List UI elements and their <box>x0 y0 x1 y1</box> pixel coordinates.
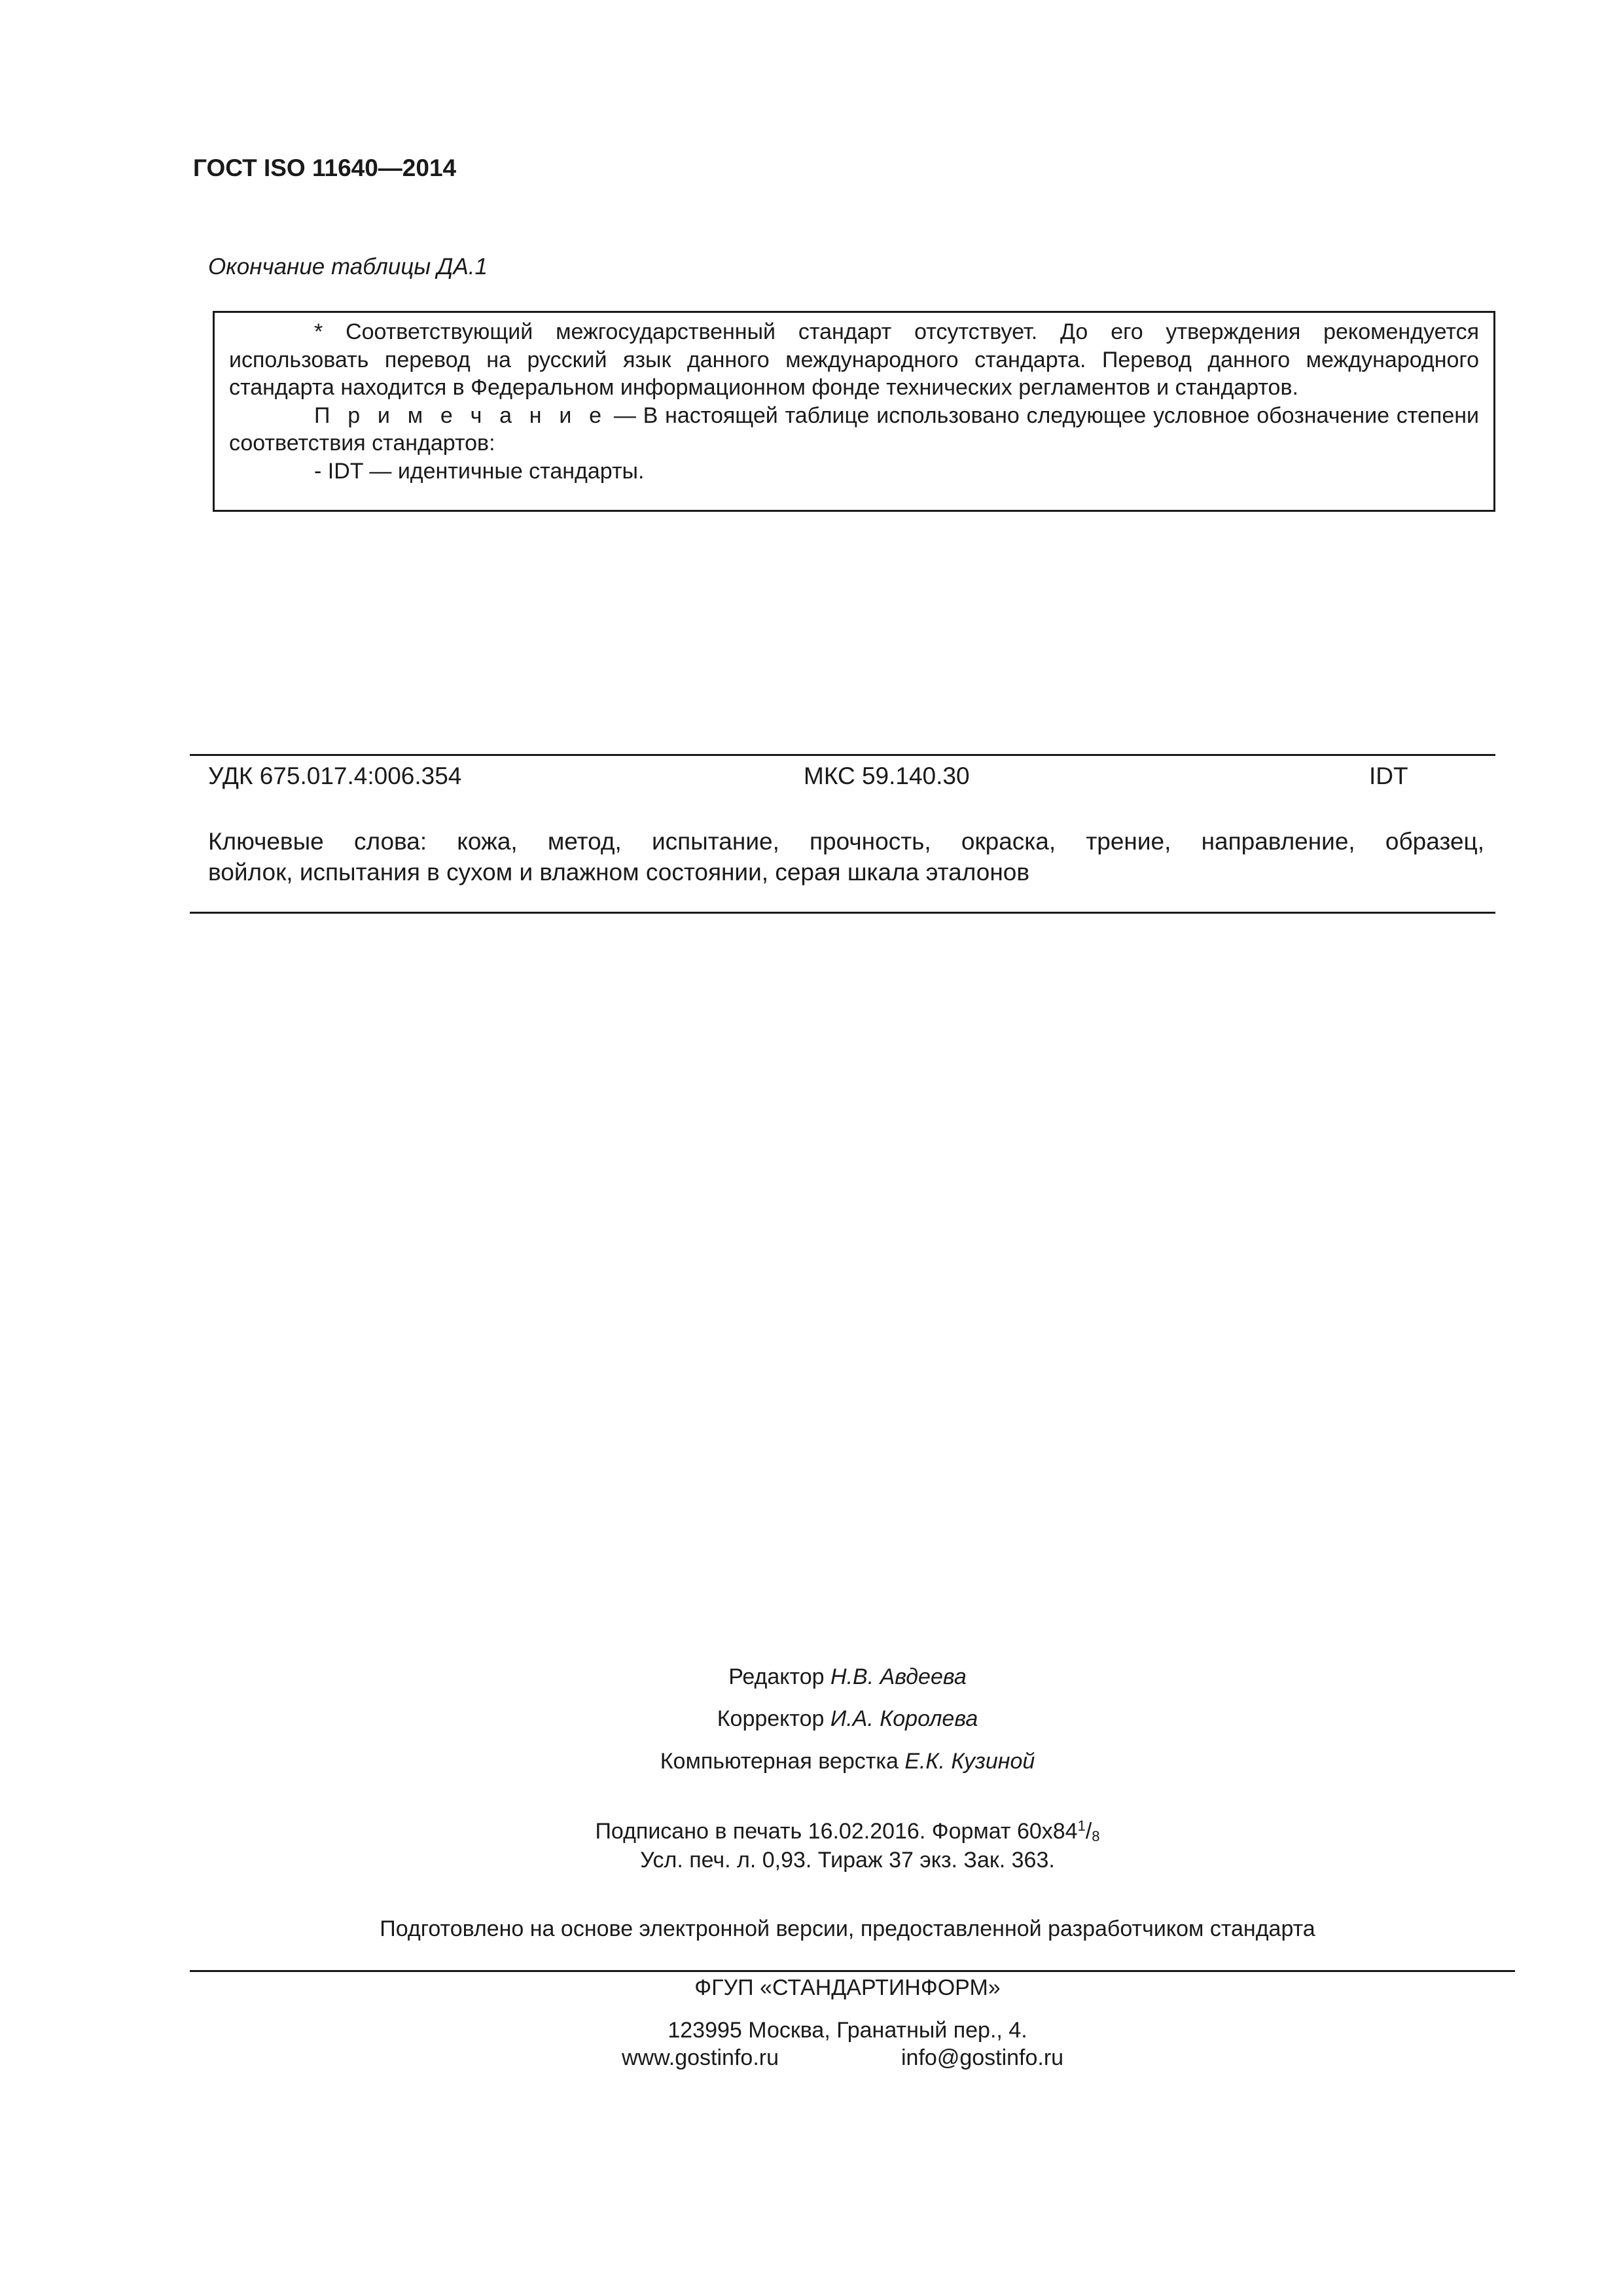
layout-line: Компьютерная верстка Е.К. Кузиной <box>660 1749 1035 1774</box>
editor-name: Н.В. Авдеева <box>830 1664 967 1689</box>
publisher-rule <box>190 1970 1515 1972</box>
email-link[interactable]: info@gostinfo.ru <box>901 2045 1064 2070</box>
mks-code: МКС 59.140.30 <box>804 762 970 789</box>
keywords-line-2: войлок, испытания в сухом и влажном состоянии, серая шкала эталонов <box>208 859 1030 886</box>
keywords-bottom-rule <box>190 912 1495 914</box>
format-numerator: 1 <box>1077 1818 1086 1834</box>
editor-line: Редактор Н.В. Авдеева <box>728 1664 967 1689</box>
table-caption: Окончание таблицы ДА.1 <box>208 254 488 279</box>
note-text: — В настоящей таблице использовано следующее условное обозначение степени соответствия стандартов: <box>229 403 1479 456</box>
correspondence-degree: IDT <box>1369 762 1408 789</box>
footnote-asterisk-text: использовать перевод на русский язык данного международного стандарта. Перевод данного международного стандарта находится в Федеральном информационном фонде технических регламентов и стандартов. <box>229 347 1479 400</box>
footnote-note <box>229 402 1479 457</box>
prepared-note: Подготовлено на основе электронной версии, предоставленной разработчиком стандарта <box>380 1916 1315 1941</box>
footnote-idt-marker: - IDT — идентичные стандарты. <box>314 458 645 484</box>
publisher-name: ФГУП «СТАНДАРТИНФОРМ» <box>694 1975 1001 2000</box>
signed-for-print-line: Подписано в печать 16.02.2016. Формат $60х84^1/_8$ <box>595 1818 1100 1844</box>
footnote-box <box>213 311 1495 512</box>
print-info-line: Усл. печ. л. 0,93. Тираж 37 экз. Зак. 363. <box>640 1848 1055 1873</box>
corrector-name: И.А. Королева <box>830 1706 978 1731</box>
publisher-address: 123995 Москва, Гранатный пер., 4. <box>668 2018 1027 2043</box>
note-label: П р и м е ч а н и е <box>314 403 607 428</box>
keywords-line-1: Ключевые слова: кожа, метод, испытание, прочность, окраска, трение, направление, образец, <box>208 828 1484 855</box>
standard-code-heading: ГОСТ ISO 11640—2014 <box>193 154 457 181</box>
layout-name: Е.К. Кузиной <box>904 1749 1035 1774</box>
corrector-line: Корректор И.А. Королева <box>717 1706 978 1731</box>
udk-code: УДК 675.017.4:006.354 <box>208 762 462 789</box>
classification-top-rule <box>190 754 1495 756</box>
website-link[interactable]: www.gostinfo.ru <box>622 2045 779 2070</box>
format-denominator: 8 <box>1092 1828 1100 1844</box>
keywords-block <box>208 826 1484 888</box>
footnote-asterisk-line1: * Соответствующий межгосударственный стандарт отсутствует. До его утверждения рекомендуется <box>314 319 1479 344</box>
